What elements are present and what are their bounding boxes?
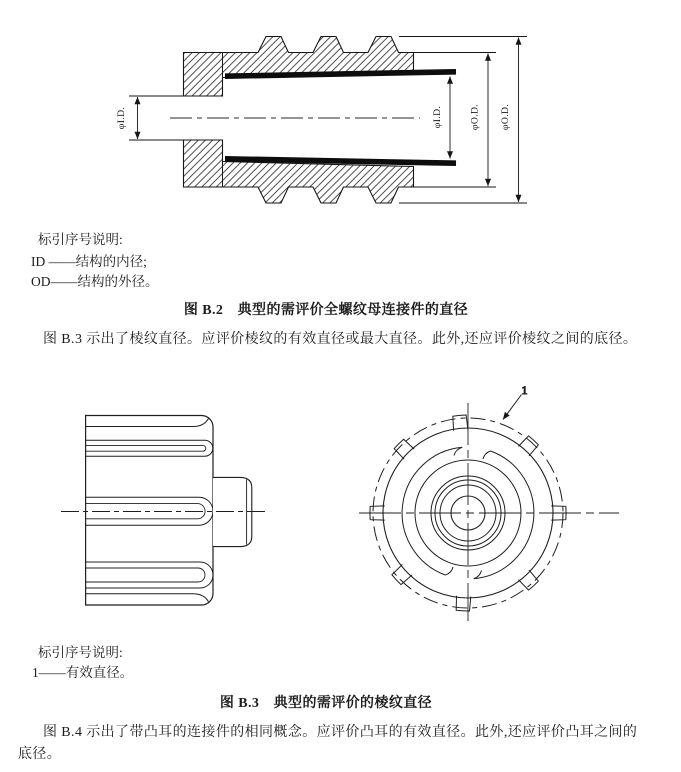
b3-callout-leader bbox=[503, 395, 522, 420]
figure-b2-drawing bbox=[0, 0, 681, 232]
figure-b2-caption: 图 B.2 典型的需评价全螺纹母连接件的直径 bbox=[183, 303, 469, 318]
b2-dim-od-inner-label: φO.D. bbox=[469, 103, 481, 131]
b2-dim-left-id-label: φI.D. bbox=[116, 106, 127, 130]
b2-legend-title: 标引序号说明: bbox=[38, 232, 123, 247]
b2-legend-item-od: OD——结构的外径。 bbox=[31, 274, 159, 289]
b2-dim-od-outer bbox=[399, 37, 527, 204]
b3-legend-title: 标引序号说明: bbox=[38, 645, 123, 660]
b3-front-view bbox=[359, 383, 619, 621]
paragraph-b3-text: 图 B.3 示出了棱纹直径。应评价棱纹的有效直径或最大直径。此外,还应评价棱纹之间的底径。 bbox=[43, 332, 638, 347]
b2-dim-right-id-label: φI.D. bbox=[432, 105, 443, 129]
b3-side-view bbox=[61, 415, 269, 605]
b2-legend-item-id: ID ——结构的内径; bbox=[31, 254, 147, 269]
paragraph-b4-intro bbox=[18, 722, 652, 766]
b2-dim-right-id bbox=[432, 77, 450, 159]
b3-body-outline bbox=[86, 415, 213, 605]
b2-lower-body bbox=[184, 140, 414, 203]
b3-callout-number: 1 bbox=[521, 383, 528, 397]
figure-b3-drawing bbox=[0, 368, 681, 640]
paragraph-b3-intro bbox=[18, 329, 652, 351]
b3-legend-item-1: 1——有效直径。 bbox=[32, 665, 134, 680]
paragraph-b4-line1: 图 B.4 示出了带凸耳的连接件的相同概念。应评价凸耳的有效直径。此外,还应评价凸耳之间的 bbox=[43, 725, 638, 740]
paragraph-b4-line2: 底径。 bbox=[18, 747, 62, 762]
b2-upper-body bbox=[184, 37, 414, 97]
b3-nozzle-tip bbox=[213, 477, 252, 546]
figure-b3-caption: 图 B.3 典型的需评价的棱纹直径 bbox=[219, 696, 433, 711]
b2-dim-od-outer-label: φO.D. bbox=[500, 103, 511, 131]
